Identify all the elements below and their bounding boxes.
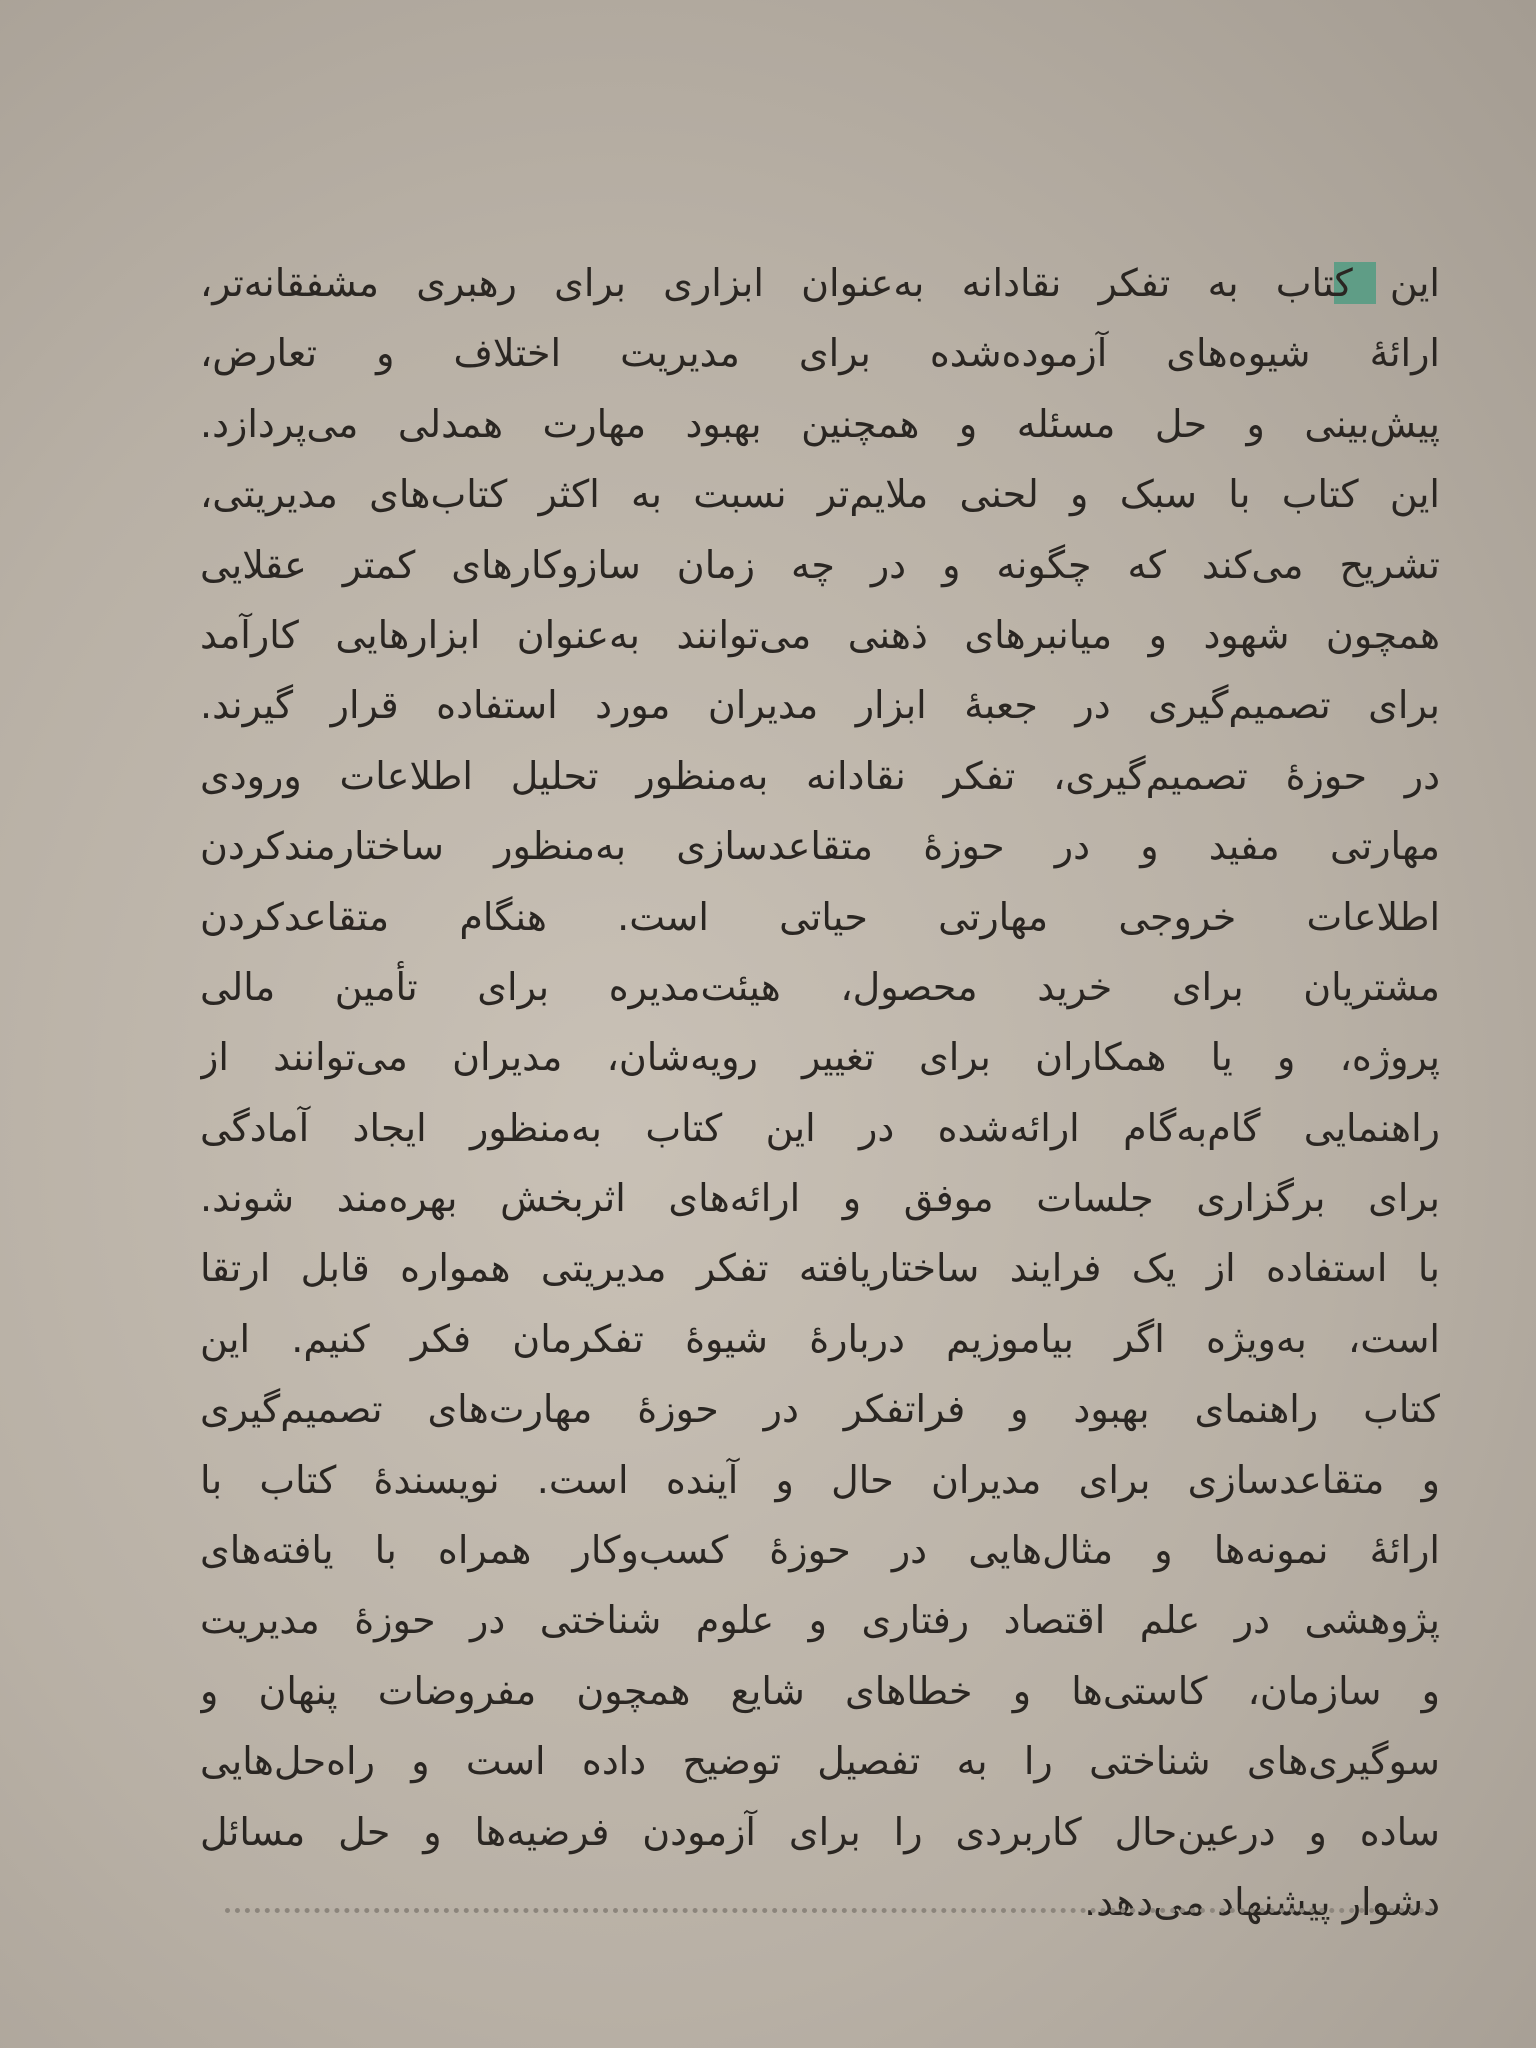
paragraph-line: مشتریان برای خرید محصول، هیئت‌مدیره برای تأمین مالی [200, 964, 1440, 1009]
paragraph-line: ارائهٔ نمونه‌ها و مثال‌هایی در حوزهٔ کسب‌وکار همراه با یافته‌های [200, 1528, 1440, 1573]
paragraph-line: راهنمایی گام‌به‌گام ارائه‌شده در این کتاب به‌منظور ایجاد آمادگی [200, 1105, 1440, 1150]
paragraph-line: و متقاعدسازی برای مدیران حال و آینده است. نویسندهٔ کتاب با [200, 1457, 1440, 1502]
paragraph-line: مهارتی مفید و در حوزهٔ متقاعدسازی به‌منظور ساختارمندکردن [200, 824, 1440, 869]
paragraph-line: در حوزهٔ تصمیم‌گیری، تفکر نقادانه به‌منظور تحلیل اطلاعات ورودی [200, 753, 1440, 798]
paragraph-line: ارائهٔ شیوه‌های آزموده‌شده برای مدیریت اختلاف و تعارض، [200, 331, 1440, 376]
paragraph-line: و سازمان، کاستی‌ها و خطاهای شایع همچون مفروضات پنهان و [200, 1668, 1440, 1713]
paragraph-line: همچون شهود و میانبرهای ذهنی می‌توانند به‌عنوان ابزارهایی کارآمد [200, 612, 1440, 657]
paragraph-line: سوگیری‌های شناختی را به تفصیل توضیح داده است و راه‌حل‌هایی [200, 1739, 1440, 1784]
paragraph-line: پروژه، و یا همکاران برای تغییر رویه‌شان، مدیران می‌توانند از [200, 1035, 1440, 1080]
paragraph-line: است، به‌ویژه اگر بیاموزیم دربارهٔ شیوهٔ تفکرمان فکر کنیم. این [200, 1316, 1440, 1361]
description-paragraph [200, 248, 1440, 1937]
paragraph-line: تشریح می‌کند که چگونه و در چه زمان سازوکارهای کمتر عقلایی [200, 542, 1440, 587]
paragraph-line: پیش‌بینی و حل مسئله و همچنین بهبود مهارت همدلی می‌پردازد. [200, 401, 1440, 446]
paragraph-line: اطلاعات خروجی مهارتی حیاتی است. هنگام متقاعدکردن [200, 894, 1440, 939]
paragraph-line: پژوهشی در علم اقتصاد رفتاری و علوم شناختی در حوزهٔ مدیریت [200, 1598, 1440, 1643]
paragraph-line: برای تصمیم‌گیری در جعبهٔ ابزار مدیران مورد استفاده قرار گیرند. [200, 683, 1440, 728]
paragraph-line: با استفاده از یک فرایند ساختاریافته تفکر مدیریتی همواره قابل ارتقا [200, 1246, 1440, 1291]
dotted-divider [225, 1908, 1435, 1913]
paragraph-line: کتاب راهنمای بهبود و فراتفکر در حوزهٔ مهارت‌های تصمیم‌گیری [200, 1387, 1440, 1432]
paragraph-line: ساده و درعین‌حال کاربردی را برای آزمودن فرضیه‌ها و حل مسائل [200, 1809, 1440, 1854]
paragraph-line: دشوار پیشنهاد می‌دهد. [1084, 1879, 1440, 1924]
paragraph-line: برای برگزاری جلسات موفق و ارائه‌های اثربخش بهره‌مند شوند. [200, 1176, 1440, 1221]
paragraph-line: این کتاب با سبک و لحنی ملایم‌تر نسبت به اکثر کتاب‌های مدیریتی، [200, 472, 1440, 517]
paragraph-line: این کتاب به تفکر نقادانه به‌عنوان ابزاری برای رهبری مشفقانه‌تر، [200, 261, 1440, 305]
